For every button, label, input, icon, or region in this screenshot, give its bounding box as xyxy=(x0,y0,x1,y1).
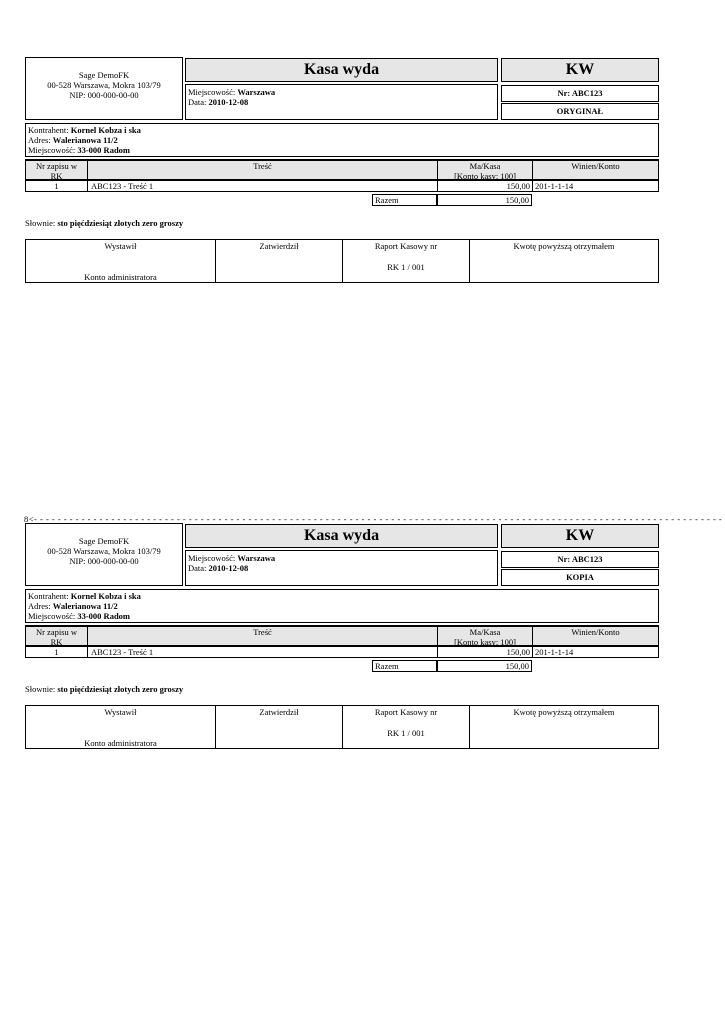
approved-label: Zatwierdził xyxy=(259,707,299,717)
company-nip: NIP: 000-000-00-00 xyxy=(69,556,139,566)
document-title: Kasa wyda xyxy=(185,524,498,548)
header-nr-line2: RK xyxy=(50,171,63,181)
place-label: Miejscowość: xyxy=(188,87,236,97)
received-cell xyxy=(470,706,658,748)
table-row xyxy=(25,647,659,658)
amount-in-words xyxy=(25,218,183,228)
date-row xyxy=(188,563,248,573)
header-amount xyxy=(438,627,533,645)
contractor-city: 33-000 Radom xyxy=(77,611,130,621)
contractor-name: Kornel Kobza i ska xyxy=(70,125,141,135)
contractor-city-row xyxy=(28,145,130,155)
row-amount: 150,00 xyxy=(438,647,533,657)
document-number: Nr: ABC123 xyxy=(501,85,659,102)
received-label: Kwotę powyższą otrzymałem xyxy=(513,707,615,717)
contractor-name: Kornel Kobza i ska xyxy=(70,591,141,601)
contractor-box xyxy=(25,589,659,623)
date-label: Data: xyxy=(188,97,207,107)
row-content: ABC123 - Treść 1 xyxy=(88,647,438,657)
approved-label: Zatwierdził xyxy=(259,241,299,251)
issued-cell xyxy=(26,240,216,282)
received-label: Kwotę powyższą otrzymałem xyxy=(513,241,615,251)
company-box xyxy=(25,523,183,586)
approved-cell xyxy=(216,240,343,282)
report-label: Raport Kasowy nr xyxy=(374,241,438,251)
company-address: 00-528 Warszawa, Mokra 103/79 xyxy=(47,546,161,556)
date-value: 2010-12-08 xyxy=(208,97,249,107)
place-row xyxy=(188,553,275,563)
contractor-city-row xyxy=(28,611,130,621)
header-amount xyxy=(438,161,533,179)
copy-label: KOPIA xyxy=(501,569,659,586)
date-label: Data: xyxy=(188,563,207,573)
words-label: Słownie: xyxy=(25,684,56,694)
amount-in-words xyxy=(25,684,183,694)
row-content: ABC123 - Treść 1 xyxy=(88,181,438,191)
header-account xyxy=(533,627,658,645)
words-value: sto pięćdziesiąt złotych zero groszy xyxy=(57,218,184,228)
company-name: Sage DemoFK xyxy=(78,70,130,80)
signature-table xyxy=(25,239,659,283)
company-nip: NIP: 000-000-00-00 xyxy=(69,90,139,100)
header-nr xyxy=(26,627,88,645)
issued-cell xyxy=(26,706,216,748)
contractor-address: Walerianowa 11/2 xyxy=(52,601,118,611)
cut-line: 8<- - - - - - - - - - - - - - - - - - - - - - - - - - - - - - - - - - - - - - - - - - - - - - - - - - - - - - - - - - - - - - - - - - - - - - - - - - - - - - - - - - - - - - - - - - - - - - - - - - - - - - - - - - - - - - - - - - - - xyxy=(24,514,723,524)
place-value: Warszawa xyxy=(237,553,276,563)
report-label: Raport Kasowy nr xyxy=(374,707,438,717)
issued-by: Konto administratora xyxy=(84,272,157,282)
contractor-city: 33-000 Radom xyxy=(77,145,130,155)
issued-label: Wystawił xyxy=(104,241,137,251)
contractor-name-label: Kontrahent: xyxy=(28,591,69,601)
header-content-label: Treść xyxy=(253,161,272,171)
date-row xyxy=(188,97,248,107)
company-box xyxy=(25,57,183,120)
place-value: Warszawa xyxy=(237,87,276,97)
report-value: RK 1 / 001 xyxy=(387,728,425,738)
signature-table xyxy=(25,705,659,749)
place-label: Miejscowość: xyxy=(188,553,236,563)
document-code: KW xyxy=(501,524,659,548)
header-amount-line2: [Konto kasy: 100] xyxy=(454,171,516,181)
contractor-name-row xyxy=(28,125,141,135)
document-code: KW xyxy=(501,58,659,82)
row-nr: 1 xyxy=(26,181,88,191)
document-title: Kasa wyda xyxy=(185,58,498,82)
row-amount: 150,00 xyxy=(438,181,533,191)
words-value: sto pięćdziesiąt złotych zero groszy xyxy=(57,684,184,694)
table-header xyxy=(25,625,659,647)
place-row xyxy=(188,87,275,97)
header-amount-line1: Ma/Kasa xyxy=(469,161,501,171)
header-nr xyxy=(26,161,88,179)
header-account-label: Winien/Konto xyxy=(571,627,620,637)
place-date-box xyxy=(185,550,498,586)
report-cell xyxy=(343,240,470,282)
report-cell xyxy=(343,706,470,748)
table-row xyxy=(25,181,659,192)
header-amount-line1: Ma/Kasa xyxy=(469,627,501,637)
date-value: 2010-12-08 xyxy=(208,563,249,573)
total-value: 150,00 xyxy=(437,194,532,206)
header-nr-line1: Nr zapisu w xyxy=(35,161,78,171)
issued-label: Wystawił xyxy=(104,707,137,717)
header-nr-line2: RK xyxy=(50,637,63,647)
row-account: 201-1-1-14 xyxy=(535,181,574,191)
contractor-address-label: Adres: xyxy=(28,601,51,611)
contractor-name-row xyxy=(28,591,141,601)
row-account: 201-1-1-14 xyxy=(535,647,574,657)
place-date-box xyxy=(185,84,498,120)
contractor-name-label: Kontrahent: xyxy=(28,125,69,135)
company-address: 00-528 Warszawa, Mokra 103/79 xyxy=(47,80,161,90)
issued-by: Konto administratora xyxy=(84,738,157,748)
header-content xyxy=(88,161,438,179)
table-header xyxy=(25,159,659,181)
contractor-address-row xyxy=(28,601,118,611)
total-label: Razem xyxy=(372,194,437,206)
header-content xyxy=(88,627,438,645)
contractor-box xyxy=(25,123,659,157)
header-content-label: Treść xyxy=(253,627,272,637)
approved-cell xyxy=(216,706,343,748)
total-value: 150,00 xyxy=(437,660,532,672)
row-nr: 1 xyxy=(26,647,88,657)
header-account-label: Winien/Konto xyxy=(571,161,620,171)
words-label: Słownie: xyxy=(25,218,56,228)
contractor-address-row xyxy=(28,135,118,145)
report-value: RK 1 / 001 xyxy=(387,262,425,272)
contractor-address-label: Adres: xyxy=(28,135,51,145)
copy-label: ORYGINAŁ xyxy=(501,103,659,120)
received-cell xyxy=(470,240,658,282)
header-nr-line1: Nr zapisu w xyxy=(35,627,78,637)
header-amount-line2: [Konto kasy: 100] xyxy=(454,637,516,647)
document-number: Nr: ABC123 xyxy=(501,551,659,568)
contractor-city-label: Miejscowość: xyxy=(28,145,76,155)
header-account xyxy=(533,161,658,179)
total-label: Razem xyxy=(372,660,437,672)
contractor-city-label: Miejscowość: xyxy=(28,611,76,621)
company-name: Sage DemoFK xyxy=(78,536,130,546)
contractor-address: Walerianowa 11/2 xyxy=(52,135,118,145)
